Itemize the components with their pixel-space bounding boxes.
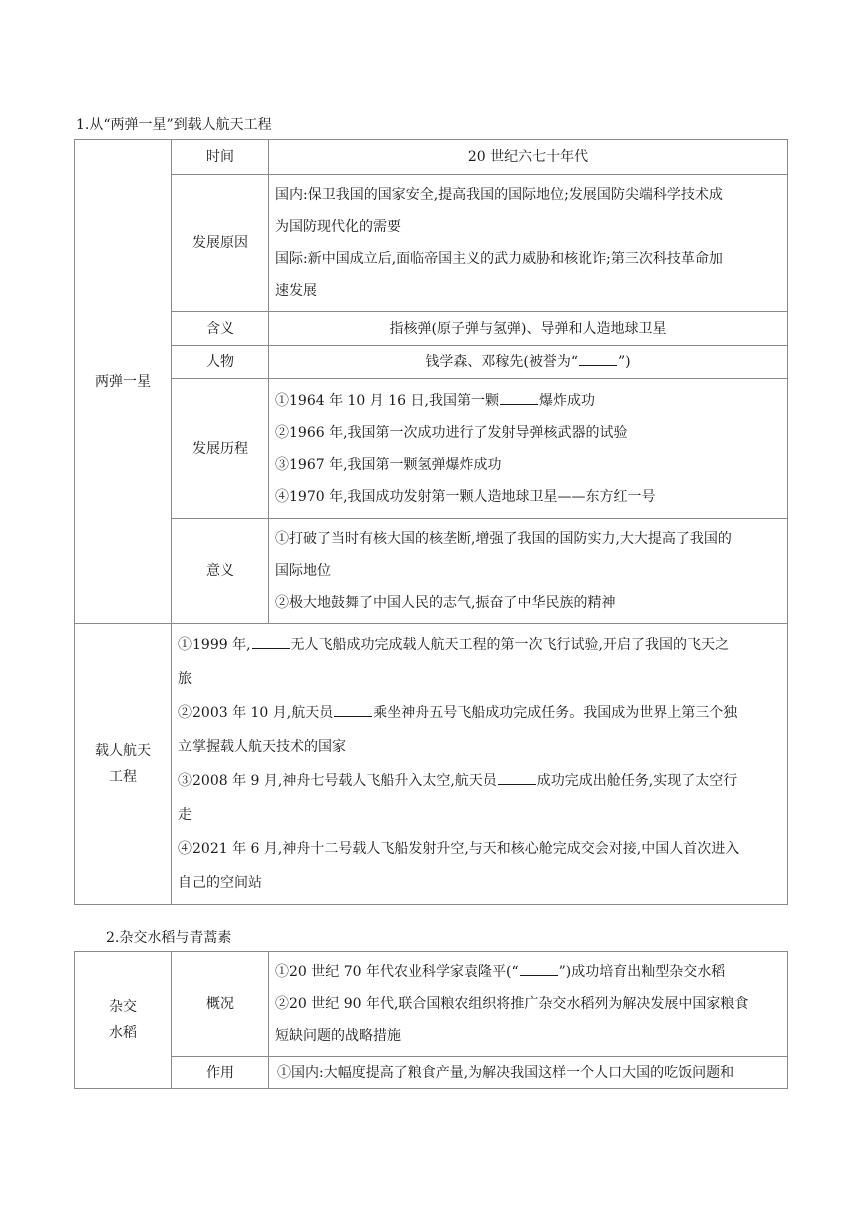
fill-blank — [498, 770, 536, 785]
history-label: 发展历程 — [172, 379, 269, 519]
space-item — [178, 696, 781, 730]
history-item — [275, 385, 781, 417]
space-item — [178, 764, 781, 798]
space-item-text: ①1999 年, — [178, 637, 251, 653]
overview-value — [269, 952, 788, 1057]
overview-item-cont: 短缺问题的战略措施 — [275, 1028, 401, 1044]
meaning-value: 指核弹(原子弹与氢弹)、导弹和人造地球卫星 — [269, 312, 788, 346]
space-item-cont: 立掌握载人航天技术的国家 — [178, 739, 346, 755]
reason-value — [269, 175, 788, 312]
history-value — [269, 379, 788, 519]
fill-blank — [520, 961, 558, 976]
reason-label: 发展原因 — [172, 175, 269, 312]
liangdan-label: 两弹一星 — [75, 140, 172, 624]
rice-label — [75, 952, 172, 1089]
significance-line: 国际地位 — [275, 563, 331, 579]
overview-item: ②20 世纪 90 年代,联合国粮农组织将推广杂交水稻列为解决发展中国家粮食 — [275, 996, 749, 1012]
space-label-line: 工程 — [109, 769, 137, 785]
space-item-cont: 旅 — [178, 671, 192, 687]
fill-blank — [252, 634, 290, 649]
effect-value: ①国内:大幅度提高了粮食产量,为解决我国这样一个人口大国的吃饭问题和 — [269, 1057, 788, 1089]
overview-item-text: ”)成功培育出籼型杂交水稻 — [558, 964, 726, 980]
history-item-text: ①1964 年 10 月 16 日,我国第一颗 — [275, 392, 499, 409]
space-item-text: ③2008 年 9 月,神舟七号载人飞船升入太空,航天员 — [178, 773, 497, 789]
reason-line: 为国防现代化的需要 — [275, 219, 401, 235]
space-value — [172, 624, 788, 905]
space-item-text: ②2003 年 10 月,航天员 — [178, 705, 334, 721]
people-value — [269, 346, 788, 379]
space-item-cont: 走 — [178, 807, 192, 823]
history-item: ②1966 年,我国第一次成功进行了发射导弹核武器的试验 — [275, 424, 628, 441]
people-label: 人物 — [172, 346, 269, 379]
space-item-text: 无人飞船成功完成载人航天工程的第一次飞行试验,开启了我国的飞天之 — [290, 637, 729, 653]
reason-line: 国内:保卫我国的国家安全,提高我国的国际地位;发展国防尖端科学技术成 — [275, 187, 723, 203]
fill-blank — [334, 702, 372, 717]
space-label — [75, 624, 172, 905]
space-label-line: 载人航天 — [95, 743, 151, 759]
space-item-text: 乘坐神舟五号飞船成功完成任务。我国成为世界上第三个独 — [373, 705, 738, 721]
people-text-post: ”) — [618, 354, 631, 370]
overview-item-text: ①20 世纪 70 年代农业科学家袁隆平(“ — [275, 964, 519, 980]
history-item: ③1967 年,我国第一颗氢弹爆炸成功 — [275, 456, 502, 473]
space-item-text: 成功完成出舱任务,实现了太空行 — [536, 773, 738, 789]
rice-label-line: 杂交 — [109, 999, 137, 1015]
significance-line: ①打破了当时有核大国的核垄断,增强了我国的国防实力,大大提高了我国的 — [275, 531, 732, 547]
reason-line: 速发展 — [275, 283, 317, 299]
space-item-cont: 自己的空间站 — [178, 875, 262, 891]
significance-value — [269, 519, 788, 624]
rice-label-line: 水稻 — [109, 1025, 137, 1041]
history-item: ④1970 年,我国成功发射第一颗人造地球卫星——东方红一号 — [275, 488, 656, 505]
effect-label: 作用 — [172, 1057, 269, 1089]
space-item: ④2021 年 6 月,神舟十二号载人飞船发射升空,与天和核心舱完成交会对接,中国人首次进入 — [178, 841, 740, 857]
fill-blank — [500, 390, 538, 405]
liangdan-space-table — [74, 139, 788, 905]
section-2-title: 2.杂交水稻与青蒿素 — [106, 930, 232, 946]
significance-label: 意义 — [172, 519, 269, 624]
significance-line: ②极大地鼓舞了中国人民的志气,振奋了中华民族的精神 — [275, 595, 616, 611]
meaning-label: 含义 — [172, 312, 269, 346]
rice-table — [74, 951, 788, 1089]
people-text-pre: 钱学森、邓稼先(被誉为“ — [425, 354, 578, 370]
overview-item — [275, 956, 781, 988]
time-label: 时间 — [172, 140, 269, 175]
time-value: 20 世纪六七十年代 — [269, 140, 788, 175]
reason-line: 国际:新中国成立后,面临帝国主义的武力威胁和核讹诈;第三次科技革命加 — [275, 251, 723, 267]
overview-label: 概况 — [172, 952, 269, 1057]
space-item — [178, 628, 781, 662]
fill-blank — [579, 351, 617, 366]
history-item-text: 爆炸成功 — [538, 392, 595, 409]
section-1-title: 1.从“两弹一星”到载人航天工程 — [76, 117, 272, 133]
